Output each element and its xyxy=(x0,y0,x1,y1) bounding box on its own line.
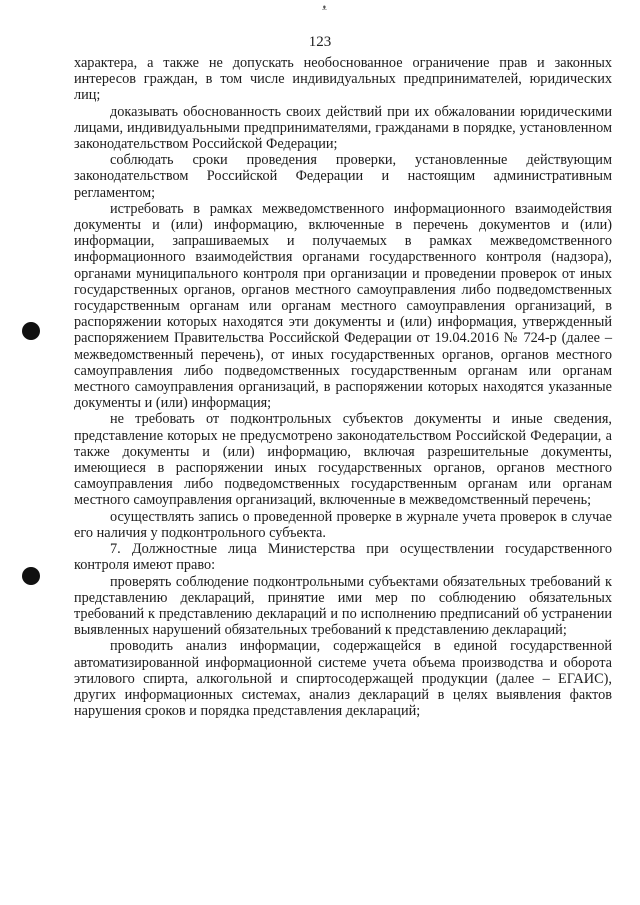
paragraph: проводить анализ информации, содержащейся в единой государственной автоматизированной информационной системе учета объема производства и оборота этилового спирта, алкогольной и спиртосодержащей продукции (далее – ЕГАИС), других информационных системах, анализ деклараций в целях выявления фактов нарушения сроков и порядка представления деклараций; xyxy=(74,638,612,720)
paragraph: истребовать в рамках межведомственного информационного взаимодействия документы и (или) информацию, включенные в перечень документов и (или) информации, запрашиваемых и получаемых в рамках межведомственного информационного взаимодействия органами государственного контроля (надзора), органами муниципального контроля при организации и проведении проверок от иных государственных органов, органов местного самоуправления либо подведомственных государственным органам или органам местного самоуправления организаций, в распоряжении которых находятся эти документы и (или) информация, утвержденный распоряжением Правительства Российской Федерации от 19.04.2016 № 724-р (далее – межведомственный перечень), от иных государственных органов, органов местного самоуправления либо подведомственных государственным органам или органам местного самоуправления организаций, в распоряжении которых находятся указанные документы и (или) информация; xyxy=(74,200,612,412)
paragraph: характера, а также не допускать необоснованное ограничение прав и законных интересов граждан, в том числе индивидуальных предпринимателей, юридических лиц; xyxy=(74,55,612,104)
paragraph: доказывать обоснованность своих действий при их обжаловании юридическими лицами, индивидуальными предпринимателями, гражданами в порядке, установленном законодательством Российской Федерации; xyxy=(74,103,612,153)
punch-hole xyxy=(22,567,40,585)
page-number: 123 xyxy=(308,34,332,50)
paragraph: не требовать от подконтрольных субъектов документы и иные сведения, представление которых не предусмотрено законодательством Российской Федерации, а также документы и (или) информацию, включая разрешительные документы, имеющиеся в распоряжении иных государственных органов, органов местного самоуправления либо подведомственных государственным органам или органам местного самоуправления организаций, включенные в межведомственный перечень; xyxy=(74,411,612,509)
paragraph: соблюдать сроки проведения проверки, установленные действующим законодательством Российской Федерации и настоящим административным регламентом; xyxy=(74,152,612,201)
punch-hole xyxy=(22,322,40,340)
paragraph: 7. Должностные лица Министерства при осуществлении государственного контроля имеют право: xyxy=(74,541,612,574)
paragraph: проверять соблюдение подконтрольными субъектами обязательных требований к представлению деклараций, принятие ими мер по соблюдению обязательных требований к представлению деклараций и по исполнению предписаний об устранении выявленных нарушений обязательных требований к представлению деклараций; xyxy=(74,573,612,639)
scan-mark: ᴥ xyxy=(322,2,327,12)
document-body xyxy=(74,55,612,719)
paragraph: осуществлять запись о проведенной проверке в журнале учета проверок в случае его наличия у подконтрольного субъекта. xyxy=(74,508,612,541)
